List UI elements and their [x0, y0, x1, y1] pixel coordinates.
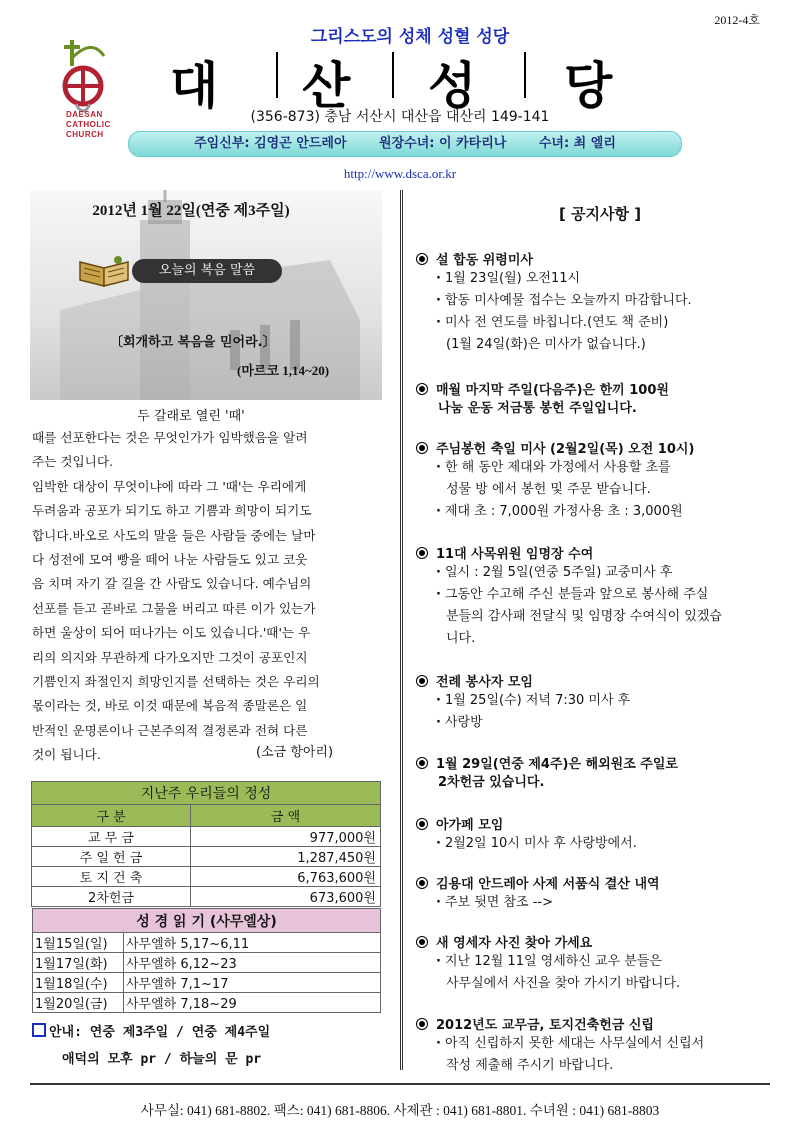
- table-row: 토 지 건 축 6,763,600원: [32, 867, 381, 887]
- radio-bullet-icon: [416, 877, 428, 889]
- essay-source: (소금 항아리): [256, 745, 334, 760]
- essay-line: 임박한 대상이 무엇이냐에 따라 그 '때'는 우리에게: [32, 478, 307, 494]
- announcement-heading: 새 영세자 사진 찾아 가세요: [416, 932, 680, 951]
- announcement-line: · 2월2일 10시 미사 후 사랑방에서.: [436, 833, 637, 855]
- offering-table: [31, 781, 381, 907]
- offering-title: 지난주 우리들의 정성: [32, 782, 381, 805]
- gospel-reference: (마르코 1,14~20): [237, 363, 330, 378]
- radio-bullet-icon: [416, 936, 428, 948]
- announcement-line: · 제대 초 : 7,000원 가정사용 초 : 3,000원: [436, 501, 694, 523]
- title-separator: [524, 52, 526, 98]
- announcement-heading: 매월 마지막 주일(다음주)은 한끼 100원: [416, 379, 669, 398]
- announcement-line: · 그동안 수고해 주신 분들과 앞으로 봉사해 주실: [436, 584, 722, 606]
- announcement-heading: 전례 봉사자 모임: [416, 671, 630, 690]
- announcement-heading: 아가페 모임: [416, 814, 637, 833]
- announcements-title: [ 공지사항 ]: [558, 205, 642, 223]
- announcement-item: [416, 249, 692, 356]
- contact-footer: 사무실: 041) 681-8802. 팩스: 041) 681-8806. 사제관 : 041) 681-8801. 수녀원 : 041) 681-8803: [140, 1103, 660, 1118]
- announcement-line: · 일시 : 2월 5일(연중 5주일) 교중미사 후: [436, 562, 722, 584]
- table-row: 1월17일(화) 사무엘하 6,12~23: [33, 953, 381, 973]
- radio-bullet-icon: [416, 818, 428, 830]
- radio-bullet-icon: [416, 253, 428, 265]
- table-row: 2차헌금 673,600원: [32, 887, 381, 907]
- title-separator: [392, 52, 394, 98]
- announcement-heading: 설 합동 위령미사: [416, 249, 692, 268]
- essay-line: 주는 것입니다.: [32, 454, 113, 470]
- table-row: 주 일 헌 금 1,287,450원: [32, 847, 381, 867]
- table-row: 1월15일(일) 사무엘하 5,17~6,11: [33, 933, 381, 953]
- announcement-item: [416, 438, 694, 523]
- offering-header-amount: 금 액: [191, 805, 381, 827]
- column-divider: [400, 190, 403, 1070]
- announcement-item: [416, 1014, 704, 1077]
- announcement-heading: 11대 사목위원 임명장 수여: [416, 543, 722, 562]
- announcement-item: [416, 814, 637, 855]
- radio-bullet-icon: [416, 1018, 428, 1030]
- square-bullet-icon: [32, 1023, 46, 1037]
- radio-bullet-icon: [416, 757, 428, 769]
- pr-notice-line2: 애덕의 모후 pr / 하늘의 문 pr: [62, 1052, 262, 1067]
- announcement-line: · 한 해 동안 제대와 가정에서 사용할 초를: [436, 457, 694, 479]
- announcement-line: 작성 제출해 주시기 바랍니다.: [446, 1058, 614, 1073]
- gospel-quote: 〔회개하고 복음을 믿어라.〕: [110, 335, 276, 350]
- announcement-line: 성물 방 에서 봉헌 및 주문 받습니다.: [446, 482, 651, 497]
- parish-subtitle: 그리스도의 성체 성혈 성당: [310, 27, 510, 47]
- announcement-heading: 주님봉헌 축일 미사 (2월2일(목) 오전 10시): [416, 438, 694, 457]
- essay-line: 하면 울상이 되어 떠나가는 이도 있습니다.'때'는 우: [32, 625, 311, 641]
- essay-title: 두 갈래로 열린 '때': [137, 409, 245, 424]
- announcement-item: [416, 753, 678, 794]
- table-row: 1월18일(수) 사무엘하 7,1~17: [33, 973, 381, 993]
- issue-number: 2012-4호: [714, 13, 760, 27]
- website-link[interactable]: http://www.dsca.or.kr: [343, 166, 457, 181]
- gospel-label: 오늘의 복음 말씀: [132, 259, 282, 283]
- essay-body: [32, 426, 382, 768]
- essay-line: 기쁨인지 좌절인지 희망인지를 선택하는 것은 우리의: [32, 674, 320, 690]
- announcement-line: · 사랑방: [436, 712, 630, 734]
- announcement-item: [416, 543, 722, 650]
- announcement-line: · 미사 전 연도를 바칩니다.(연도 책 준비): [436, 312, 692, 334]
- church-building-icon: [30, 190, 382, 400]
- essay-line: 리의 의지와 무관하게 다가오지만 그것이 공포인지: [32, 649, 308, 665]
- title-char-2: 산: [302, 57, 351, 115]
- announcement-item: [416, 379, 669, 420]
- superior-sister: 원장수녀: 이 카타리나: [379, 136, 507, 151]
- announcement-item: [416, 671, 630, 734]
- essay-line: 두려움과 공포가 되기도 하고 기쁨과 희망이 되기도: [32, 503, 312, 519]
- announcement-line: 분들의 감사패 전달식 및 임명장 수여식이 있겠습: [446, 609, 722, 624]
- table-row: 교 무 금 977,000원: [32, 827, 381, 847]
- table-row: 1월20일(금) 사무엘하 7,18~29: [33, 993, 381, 1013]
- essay-line: 몫이라는 것, 바로 이것 때문에 복음적 종말론은 일: [32, 698, 308, 714]
- liturgical-date: 2012년 1월 22일(연중 제3주일): [92, 203, 290, 219]
- announcement-line: · 1월 25일(수) 저녁 7:30 미사 후: [436, 690, 630, 712]
- essay-line: 때를 선포한다는 것은 무엇인가가 임박했음을 알려: [32, 430, 308, 445]
- announcement-line: · 주보 뒷면 참조 -->: [436, 892, 660, 914]
- announcement-line: 나눔 운동 저금통 봉헌 주일입니다.: [438, 401, 637, 416]
- announcement-line: · 아직 신립하지 못한 세대는 사무실에서 신립서: [436, 1033, 704, 1055]
- essay-line: 선포를 듣고 곧바로 그물을 버리고 따른 이가 있는가: [32, 600, 316, 616]
- title-char-4: 당: [564, 57, 613, 115]
- essay-line: 다 성전에 모여 빵을 떼어 나눈 사람들도 있고 코웃: [32, 552, 308, 568]
- pr-notice: 안내: 연중 제3주일 / 연중 제4주일: [32, 1021, 270, 1040]
- logo-caption: DAESAN CATHOLIC CHURCH: [66, 110, 111, 139]
- essay-line: 합니다.바오로 사도의 말을 들은 사람들 중에는 날마: [32, 527, 316, 543]
- announcement-line: · 합동 미사예물 접수는 오늘까지 마감합니다.: [436, 290, 692, 312]
- announcement-line: · 지난 12월 11일 영세하신 교우 분들은: [436, 951, 680, 973]
- announcement-item: [416, 932, 680, 995]
- essay-line: 음 치며 자기 갈 길을 간 사람도 있습니다. 예수님의: [32, 576, 312, 592]
- reading-title: 성 경 읽 기 (사무엘상): [33, 909, 381, 933]
- announcement-heading: 2012년도 교무금, 토지건축헌금 신립: [416, 1014, 704, 1033]
- footer-rule: [30, 1083, 770, 1085]
- radio-bullet-icon: [416, 442, 428, 454]
- radio-bullet-icon: [416, 675, 428, 687]
- pastor: 주임신부: 김영곤 안드레아: [194, 136, 347, 151]
- radio-bullet-icon: [416, 547, 428, 559]
- announcement-item: [416, 873, 660, 914]
- announcement-heading: 김용대 안드레아 사제 서품식 결산 내역: [416, 873, 660, 892]
- sister: 수녀: 최 엘리: [538, 136, 616, 151]
- church-photo: [30, 190, 382, 400]
- bible-reading-table: [32, 908, 381, 1013]
- title-separator: [276, 52, 278, 98]
- open-bible-icon: [78, 254, 130, 288]
- staff-bar: [128, 131, 682, 157]
- announcement-line: 니다.: [446, 631, 476, 646]
- announcement-heading: 1월 29일(연중 제4주)은 해외원조 주일로: [416, 753, 678, 772]
- title-char-1: 대: [170, 57, 219, 115]
- radio-bullet-icon: [416, 383, 428, 395]
- announcement-line: 사무실에서 사진을 찾아 가시기 바랍니다.: [446, 976, 681, 991]
- title-char-3: 성: [428, 57, 477, 115]
- announcement-line: · 1월 23일(월) 오전11시: [436, 268, 692, 290]
- address: (356-873) 충남 서산시 대산읍 대산리 149-141: [250, 109, 550, 125]
- offering-header-category: 구 분: [32, 805, 191, 827]
- essay-line: 반적인 운명론이나 근본주의적 결정론과 전혀 다른: [32, 722, 308, 738]
- announcement-line: 2차헌금 있습니다.: [438, 775, 545, 790]
- essay-line: 것이 됩니다.: [32, 747, 101, 763]
- announcement-line: (1월 24일(화)은 미사가 없습니다.): [446, 337, 646, 352]
